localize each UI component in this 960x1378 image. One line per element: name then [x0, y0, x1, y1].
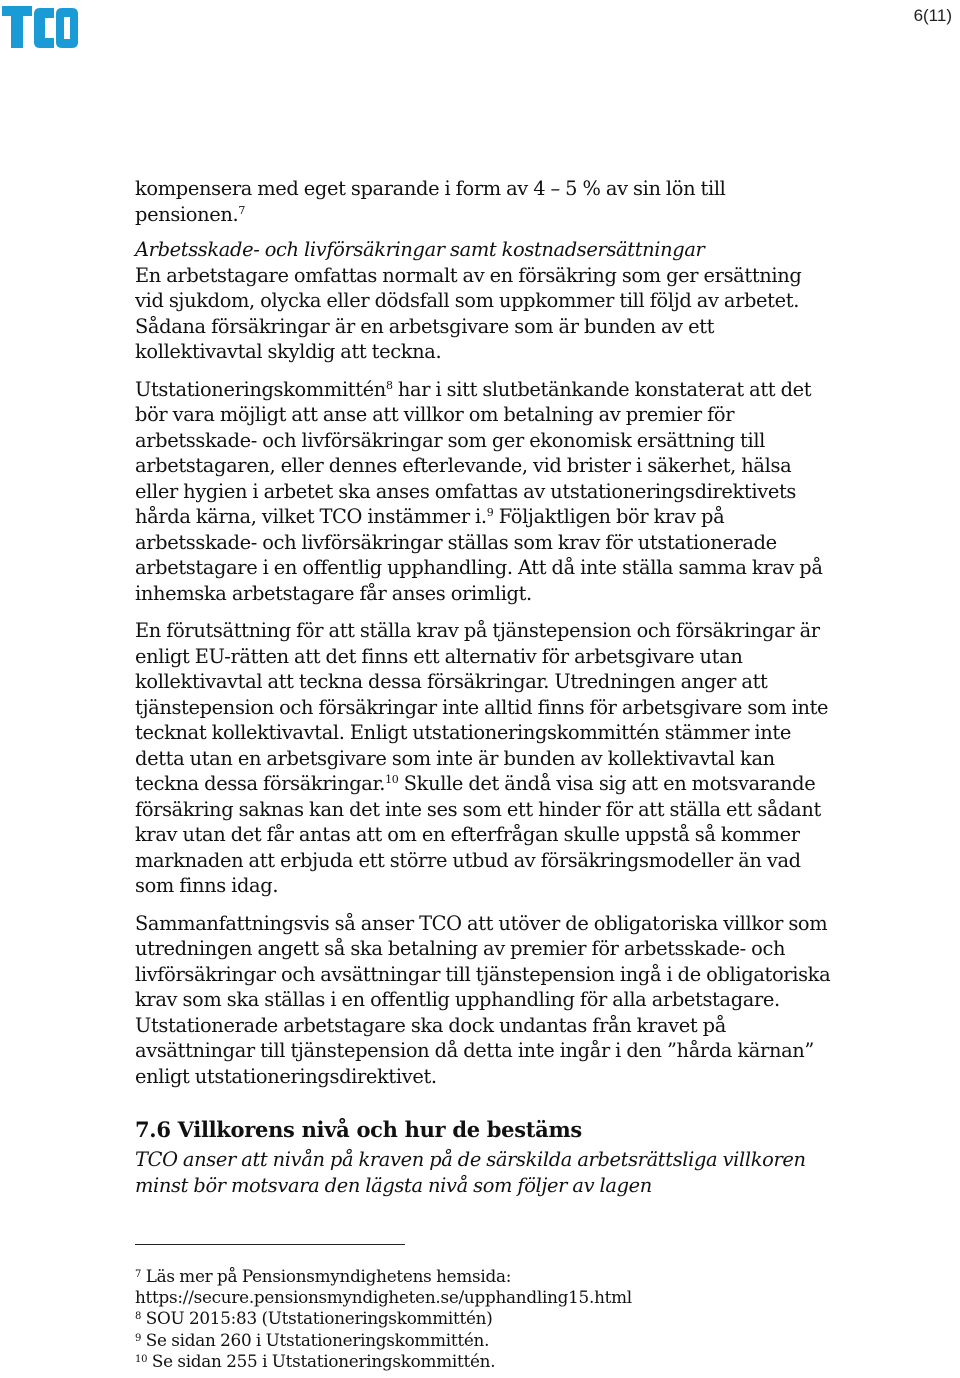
footnote-text: Se sidan 260 i Utstationeringskommittén. [141, 1329, 490, 1350]
footnote-text: Se sidan 255 i Utstationeringskommittén. [147, 1350, 496, 1371]
footnote-ref-10[interactable]: 10 [385, 773, 399, 786]
paragraph-text: Följaktligen bör krav på arbetsskade- och livförsäkringar ställas som krav för utstationerade arbetstagare i en offentlig upphandling. Att då inte ställa samma krav på inhemska arbetstagare får anses orimligt. [135, 505, 823, 605]
footnote-number: 10 [135, 1353, 148, 1365]
paragraph-insurance-intro: En arbetstagare omfattas normalt av en försäkring som ger ersättning vid sjukdom, olycka eller dödsfall som uppkommer till följd av arbetet. Sådana försäkringar är en arbetsgivare som är bunden av ett kollektivavtal skyldig att teckna. [135, 263, 802, 363]
footnote-divider [135, 1244, 405, 1245]
section-heading-7-6: 7.6 Villkorens nivå och hur de bestäms [135, 1117, 582, 1142]
footnote-ref-7[interactable]: 7 [238, 203, 245, 217]
footnote-10 [135, 1351, 835, 1372]
footnote-text: Läs mer på Pensionsmyndighetens hemsida: [141, 1266, 512, 1286]
section-conclusion: TCO anser att nivån på kraven på de särskilda arbetsrättsliga villkoren minst bör motsvara den lägsta nivå som följer av lagen [135, 1148, 806, 1197]
footnote-link[interactable]: https://secure.pensionsmyndigheten.se/upphandling15.html [135, 1287, 632, 1308]
footnote-text: SOU 2015:83 (Utstationeringskommittén) [141, 1308, 493, 1329]
paragraph-pension-continuation [135, 176, 835, 227]
footnote-number: 7 [135, 1269, 142, 1280]
paragraph-text: Utstationeringskommittén [135, 377, 386, 401]
footnote-number: 8 [135, 1311, 142, 1323]
paragraph-text: har i sitt slutbetänkande konstaterat att det bör vara möjligt att anse att villkor om betalning av premier för arbetsskade- och livförsäkringar som ger ekonomisk ersättning till arbetstagaren, eller dennes efterlevande, vid brister i säkerhet, hälsa eller hygien i arbetet ska anses omfattas av utstationeringsdirektivets hårda kärna, vilket TCO instämmer i. [135, 377, 812, 528]
paragraph-committee-assessment [135, 377, 835, 607]
paragraph-eu-precondition [135, 618, 835, 899]
footnote-ref-8[interactable]: 8 [385, 378, 393, 392]
page-number: 6(11) [913, 6, 952, 25]
paragraph-summary: Sammanfattningsvis så anser TCO att utöver de obligatoriska villkor som utredningen angett så ska betalning av premier för arbetsskade- och livförsäkringar och avsättningar till tjänstepension ingå i de obligatoriska krav som ska ställas i en offentlig upphandling för alla arbetstagare. Utstationerade arbetstagare ska dock undantas från kravet på avsättningar till tjänstepension då detta inte ingår i den ”hårda kärnan” enligt utstationeringsdirektivet. [135, 911, 831, 1088]
footnote-7 [135, 1266, 835, 1287]
subheading-insurance: Arbetsskade- och livförsäkringar samt kostnadsersättningar [135, 238, 705, 261]
paragraph-text: kompensera med eget sparande i form av 4 – 5 % av sin lön till pensionen. [135, 177, 726, 226]
paragraph-text: En förutsättning för att ställa krav på tjänstepension och försäkringar är enligt EU-rätten att det finns ett alternativ för arbetsgivare utan kollektivavtal att teckna dessa försäkringar. Utredningen anger att tjänstepension och försäkringar inte alltid finns för arbetsgivare som inte tecknat kollektivavtal. Enligt utstationeringskommittén stämmer inte detta utan en arbetsgivare som inte är bunden av kollektivavtal kan teckna dessa försäkringar. [135, 619, 829, 795]
document-body [135, 176, 835, 1210]
footnotes [135, 1266, 835, 1372]
footnote-9 [135, 1330, 835, 1351]
tco-logo [2, 4, 78, 50]
footnote-7-url[interactable] [135, 1287, 835, 1308]
paragraph-text: Skulle det ändå visa sig att en motsvarande försäkring saknas kan det inte ses som ett hinder för att ställa ett sådant krav utan det får antas att om en efterfrågan skulle uppstå så kommer marknaden att erbjuda ett större utbud av försäkringsmodeller än vad som finns idag. [135, 772, 821, 897]
footnote-8 [135, 1308, 835, 1329]
footnote-ref-9[interactable]: 9 [486, 506, 494, 519]
footnote-number: 9 [135, 1332, 142, 1344]
